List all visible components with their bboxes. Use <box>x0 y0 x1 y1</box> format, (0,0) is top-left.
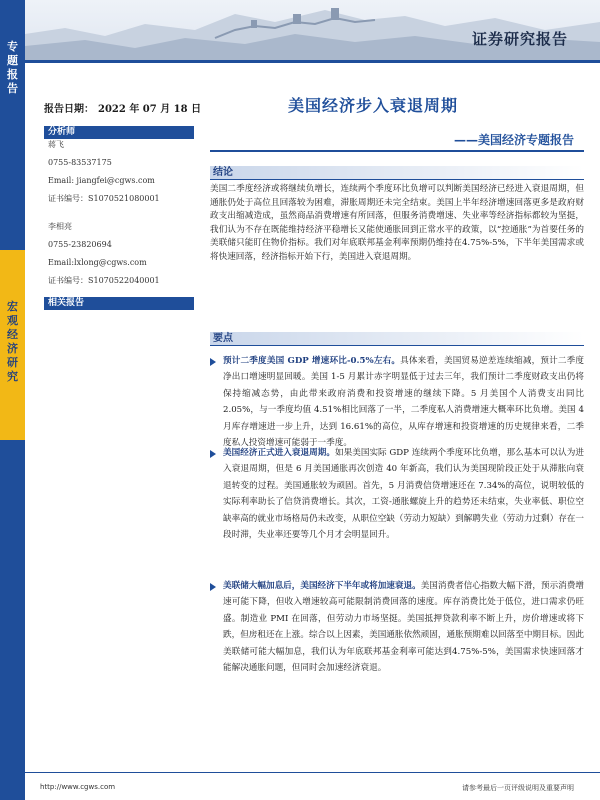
analyst-card <box>48 136 198 208</box>
report-type-label: 证券研究报告 <box>471 30 568 48</box>
sidebar-category-label: 宏观经济研究 <box>7 300 18 383</box>
bullet-arrow-icon <box>210 583 216 591</box>
report-date-label: 报告日期： <box>44 104 94 115</box>
key-point-item <box>210 353 584 451</box>
key-point-body: 美国消费者信心指数大幅下滑，预示消费增速可能下降，但收入增速较高可能限制消费回落的速度。库存消费比处于低位，进口需求仍旺盛。制造业 PMI 在回落，但劳动力市场坚挺。美国抵押贷款利率不断上升，房价增速或将下跌，但房租还在上涨。综合以上因素，美国通胀依然顽固，通胀预期难以回落至中期目标。因此美联储可能大幅加息，我们认为年底联邦基金利率可能达到4.75%-5%，美国需求快速回落才能解决通胀问题，但同时会加速经济衰退。 <box>223 581 584 674</box>
conclusion-heading: 结论 <box>210 166 584 180</box>
key-point-item <box>210 578 584 676</box>
sidebar-category-band <box>0 250 25 440</box>
key-point-body: 具体来看，美国贸易逆差连续缩减，预计二季度净出口增速明显回暖。美国 1-5 月累计赤字明显低于过去三年，我们预计二季度财政支出仍将保持缩减态势，由此带来政府消费和投资增速的继续下降。5 月美国个人消费支出同比 2.05%，与一季度均值 4.51%相比回落了一半，二季度私人消费增速大概率环比负增。美国 4 月库存增速进一步上升，达到 16.61%的高位，从库存增速和投资增速的历史规律来看，二季度私人投资增速可能弱于一季度。 <box>223 356 584 449</box>
analyst-phone: 0755-83537175 <box>48 158 112 167</box>
report-date-value: 2022 年 07 月 18 日 <box>98 104 202 115</box>
report-title: 美国经济步入衰退周期 <box>288 96 459 115</box>
analyst-email[interactable]: Email: jiangfei@cgws.com <box>48 176 155 185</box>
key-point-item <box>210 445 584 543</box>
related-reports-heading: 相关报告 <box>44 297 194 310</box>
key-points-heading: 要点 <box>210 332 584 346</box>
sidebar-report-kind-label: 专题报告 <box>7 40 18 95</box>
key-point-lead: 预计二季度美国 GDP 增速环比-0.5%左右。 <box>223 356 401 366</box>
key-point-body: 如果美国实际 GDP 连续两个季度环比负增，那么基本可以认为进入衰退周期，但是 6 月美国通胀再次创造 40 年新高，我们认为美国现阶段正处于从滞胀向衰退转变的过程。美国通胀较为顽固。首先，5 月消费信贷增速还在 7.34%的高位，说明较低的实际利率助长了信贷消费增长。其次，工资-通胀螺旋上升的趋势还未结束，失业率低、职位空缺率高的就业市场格局仍未改变，从职位空缺（劳动力短缺）到解聘失业（劳动力过剩）存在一段时滞，失业率还要等几个月才会明显回升。 <box>223 448 584 541</box>
analyst-name: 李相亮 <box>48 222 72 231</box>
subtitle-divider <box>210 150 584 152</box>
key-point-lead: 美国经济正式进入衰退周期。 <box>223 448 335 458</box>
analyst-cert: 证书编号：S1070522040001 <box>48 276 160 285</box>
header-banner <box>25 0 600 60</box>
bullet-arrow-icon <box>210 450 216 458</box>
bullet-arrow-icon <box>210 358 216 366</box>
analyst-cert: 证书编号：S1070521080001 <box>48 194 160 203</box>
analyst-phone: 0755-23820694 <box>48 240 112 249</box>
conclusion-paragraph: 美国二季度经济或将继续负增长，连续两个季度环比负增可以判断美国经济已经进入衰退周期，但通胀仍处于高位且回落较为困难，滞胀周期还未完全结束。美国上半年经济增速回落更多是政府财政支出缩减造成，虽然商品消费增速有所回落，但服务消费增速、失业率等经济指标都较为坚挺，我们认为不存在既能维持经济平稳增长又能使通胀回到正常水平的政策，以“控通胀”为首要任务的美联储只能盯住物价指标。我们对年底联邦基金利率预期仍维持在4.75%-5%，下半年美国需求或将快速回落，经济指标开始下行，美国进入衰退周期。 <box>210 184 584 262</box>
analyst-name: 蒋飞 <box>48 140 64 149</box>
header-divider <box>25 60 600 63</box>
footer-divider <box>25 772 600 773</box>
key-point-lead: 美联储大幅加息后，美国经济下半年或将加速衰退。 <box>223 581 421 591</box>
report-subtitle: ——美国经济专题报告 <box>453 133 574 147</box>
analyst-section-heading: 分析师 <box>44 126 194 139</box>
footer-disclaimer-note: 请参考最后一页评级说明及重要声明 <box>462 784 574 792</box>
analyst-card <box>48 218 198 290</box>
report-date <box>44 100 201 115</box>
footer-website-link[interactable]: http://www.cgws.com <box>40 783 116 791</box>
analyst-email[interactable]: Email:lxlong@cgws.com <box>48 258 147 267</box>
sidebar-bottom-band <box>0 440 25 800</box>
sidebar-top-band <box>0 0 25 250</box>
